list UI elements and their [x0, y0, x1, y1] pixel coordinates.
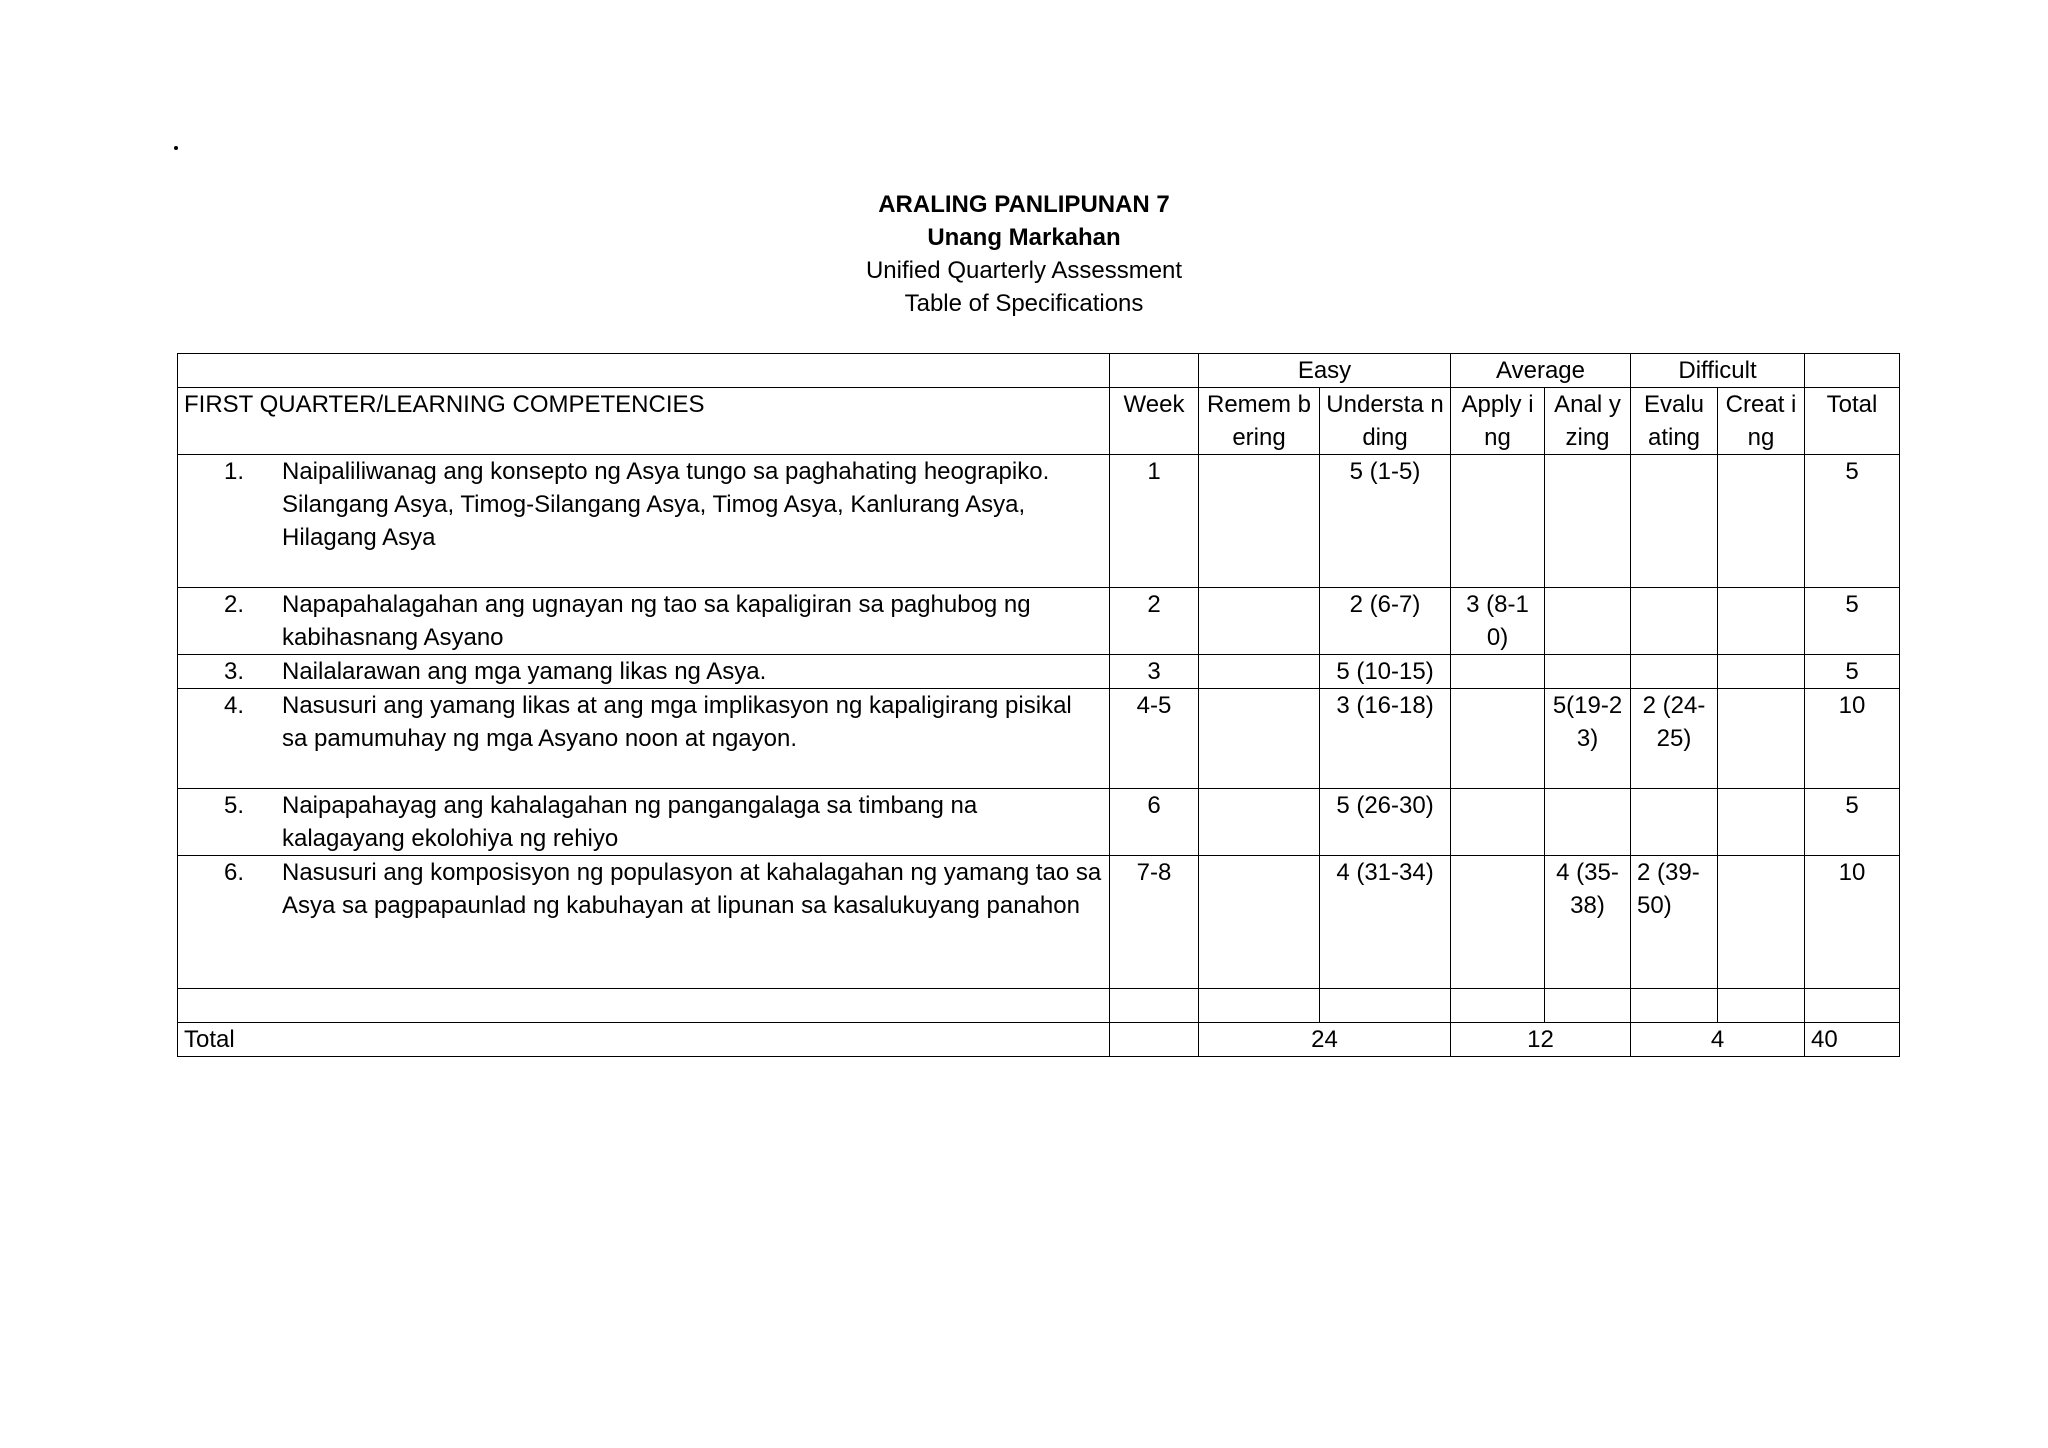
empty-row: [178, 989, 1900, 1023]
competency-text: Naipapahayag ang kahalagahan ng pangangalaga sa timbang na kalagayang ekolohiya ng rehiyo: [282, 792, 978, 852]
remembering-cell: [1199, 588, 1320, 655]
item-number: 2.: [224, 591, 245, 618]
applying-cell: [1451, 455, 1545, 588]
remembering-cell: [1199, 689, 1320, 789]
competency-cell: [178, 588, 1110, 655]
analyzing-cell: [1545, 455, 1631, 588]
item-number: 6.: [224, 859, 245, 886]
analyzing-cell: 4 (35-38): [1545, 856, 1631, 989]
total-cell: 5: [1805, 655, 1900, 689]
analyzing-cell: [1545, 655, 1631, 689]
header-understanding: Understa nding: [1320, 388, 1451, 455]
subject-title: ARALING PANLIPUNAN 7: [878, 191, 1170, 218]
total-cell: 5: [1805, 455, 1900, 588]
competency-cell: [178, 455, 1110, 588]
competency-cell: [178, 856, 1110, 989]
remembering-cell: [1199, 856, 1320, 989]
totals-week-cell: [1110, 1023, 1199, 1057]
creating-cell: [1718, 856, 1805, 989]
totals-difficult: 4: [1631, 1023, 1805, 1057]
applying-cell: [1451, 689, 1545, 789]
week-cell: 6: [1110, 789, 1199, 856]
understanding-cell: 5 (10-15): [1320, 655, 1451, 689]
competency-cell: [178, 655, 1110, 689]
competency-text: Nailalarawan ang mga yamang likas ng Asya.: [282, 658, 767, 685]
item-number: 3.: [224, 658, 245, 685]
group-easy: Easy: [1199, 354, 1451, 388]
competency-text: Naipaliliwanag ang konsepto ng Asya tungo sa paghahating heograpiko. Silangang Asya, Timog-Silangang Asya, Timog Asya, Kanlurang Asya, Hilagang Asya: [282, 458, 1050, 551]
remembering-cell: [1199, 789, 1320, 856]
analyzing-cell: [1545, 789, 1631, 856]
header-applying: Apply ing: [1451, 388, 1545, 455]
empty-header-cell: [1110, 354, 1199, 388]
header-competencies: FIRST QUARTER/LEARNING COMPETENCIES: [178, 388, 1110, 455]
empty-header-cell: [1805, 354, 1900, 388]
bullet-dot: [174, 146, 178, 150]
applying-cell: [1451, 789, 1545, 856]
header-total: Total: [1805, 388, 1900, 455]
competency-text: Napapahalagahan ang ugnayan ng tao sa kapaligiran sa paghubog ng kabihasnang Asyano: [282, 591, 1031, 651]
creating-cell: [1718, 689, 1805, 789]
analyzing-cell: [1545, 588, 1631, 655]
header-remembering: Remem bering: [1199, 388, 1320, 455]
group-average: Average: [1451, 354, 1631, 388]
applying-cell: [1451, 856, 1545, 989]
table-row: [178, 655, 1900, 689]
document-heading: [0, 188, 2048, 320]
competency-text: Nasusuri ang yamang likas at ang mga implikasyon ng kapaligirang pisikal sa pamumuhay ng mga Asyano noon at ngayon.: [282, 692, 1072, 752]
header-creating: Creat ing: [1718, 388, 1805, 455]
understanding-cell: 5 (1-5): [1320, 455, 1451, 588]
quarter-title: Unang Markahan: [927, 224, 1121, 251]
applying-cell: [1451, 655, 1545, 689]
understanding-cell: 2 (6-7): [1320, 588, 1451, 655]
understanding-cell: 4 (31-34): [1320, 856, 1451, 989]
creating-cell: [1718, 655, 1805, 689]
table-row: [178, 856, 1900, 989]
item-number: 4.: [224, 692, 245, 719]
table-row: [178, 455, 1900, 588]
table-row: [178, 789, 1900, 856]
item-number: 5.: [224, 792, 245, 819]
empty-header-cell: [178, 354, 1110, 388]
creating-cell: [1718, 588, 1805, 655]
competency-cell: [178, 789, 1110, 856]
header-week: Week: [1110, 388, 1199, 455]
applying-cell: 3 (8-10): [1451, 588, 1545, 655]
evaluating-cell: [1631, 588, 1718, 655]
group-header-row: [178, 354, 1900, 388]
competency-text: Nasusuri ang komposisyon ng populasyon at kahalagahan ng yamang tao sa Asya sa pagpapaunlad ng kabuhayan at lipunan sa kasalukuyang panahon: [282, 859, 1102, 919]
totals-average: 12: [1451, 1023, 1631, 1057]
evaluating-cell: [1631, 789, 1718, 856]
week-cell: 3: [1110, 655, 1199, 689]
total-cell: 10: [1805, 689, 1900, 789]
week-cell: 7-8: [1110, 856, 1199, 989]
column-header-row: [178, 388, 1900, 455]
competency-cell: [178, 689, 1110, 789]
specifications-table: [177, 353, 1900, 1057]
evaluating-cell: [1631, 455, 1718, 588]
totals-label: Total: [178, 1023, 1110, 1057]
header-evaluating: Evalu ating: [1631, 388, 1718, 455]
week-cell: 1: [1110, 455, 1199, 588]
creating-cell: [1718, 455, 1805, 588]
evaluating-cell: [1631, 655, 1718, 689]
total-cell: 10: [1805, 856, 1900, 989]
assessment-title: Unified Quarterly Assessment: [865, 257, 1183, 284]
header-analyzing: Anal yzing: [1545, 388, 1631, 455]
remembering-cell: [1199, 455, 1320, 588]
remembering-cell: [1199, 655, 1320, 689]
understanding-cell: 5 (26-30): [1320, 789, 1451, 856]
table-row: [178, 689, 1900, 789]
week-cell: 4-5: [1110, 689, 1199, 789]
week-cell: 2: [1110, 588, 1199, 655]
document-type-title: Table of Specifications: [904, 290, 1144, 317]
group-difficult: Difficult: [1631, 354, 1805, 388]
totals-easy: 24: [1199, 1023, 1451, 1057]
totals-row: [178, 1023, 1900, 1057]
totals-grand-total: 40: [1805, 1023, 1900, 1057]
evaluating-cell: 2 (39-50): [1631, 856, 1718, 989]
creating-cell: [1718, 789, 1805, 856]
understanding-cell: 3 (16-18): [1320, 689, 1451, 789]
total-cell: 5: [1805, 789, 1900, 856]
analyzing-cell: 5(19-23): [1545, 689, 1631, 789]
table-row: [178, 588, 1900, 655]
total-cell: 5: [1805, 588, 1900, 655]
evaluating-cell: 2 (24-25): [1631, 689, 1718, 789]
item-number: 1.: [224, 458, 245, 485]
